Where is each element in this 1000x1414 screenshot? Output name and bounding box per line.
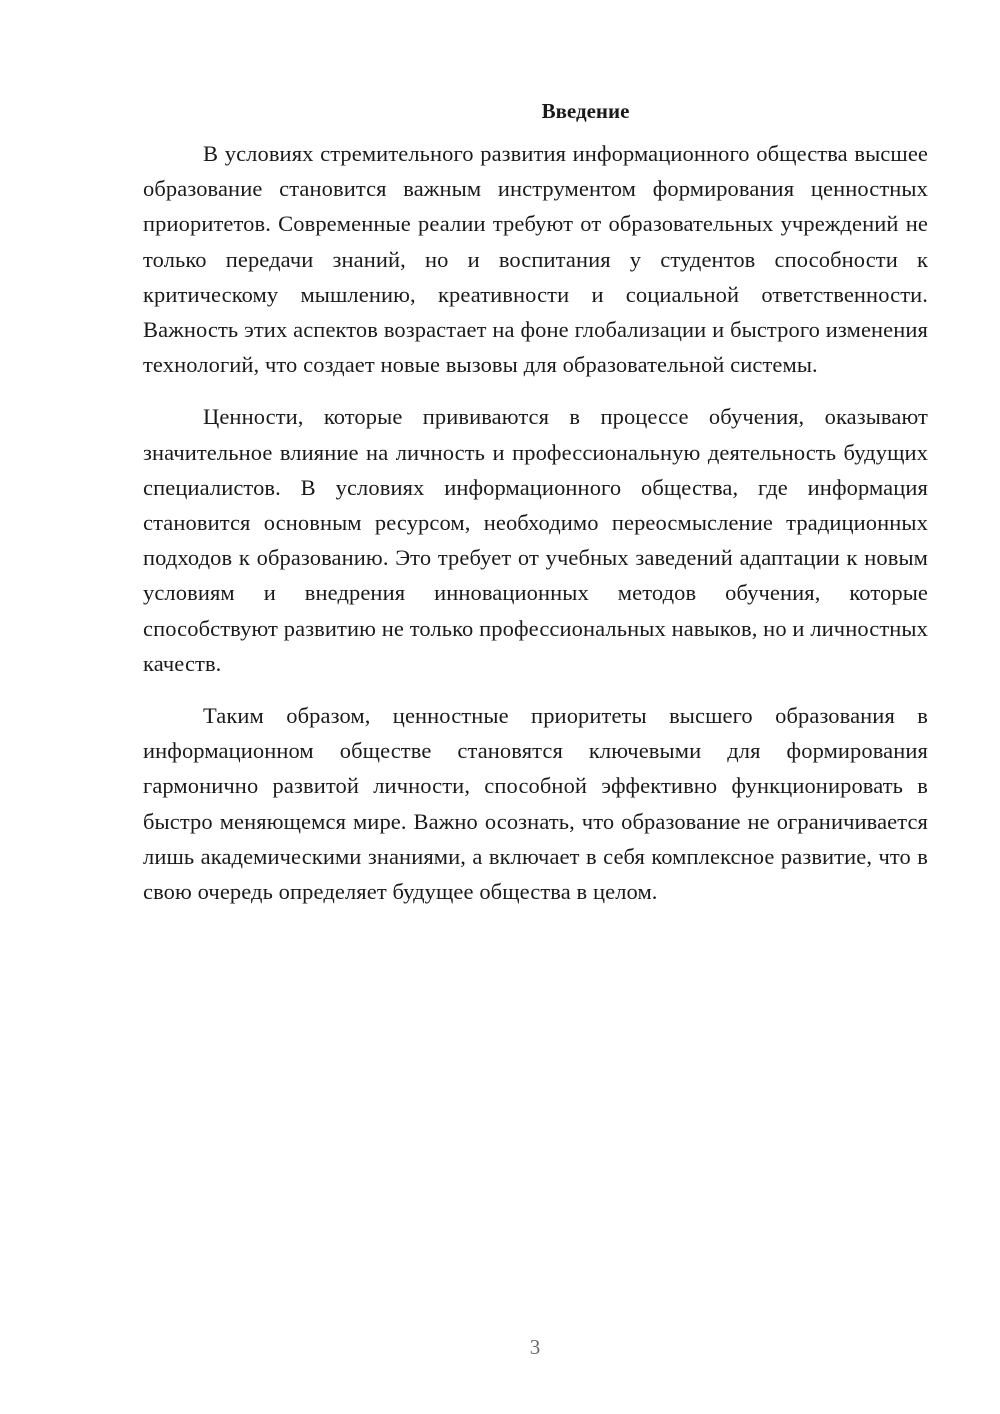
page-content [143,96,928,926]
section-heading: Введение [541,99,630,123]
paragraph-1: В условиях стремительного развития информационного общества высшее образование становится важным инструментом формирования ценностных приоритетов. Современные реалии требуют от образовательных учреждений не только передачи знаний, но и воспитания у студентов способности к критическому мышлению, креативности и социальной ответственности. Важность этих аспектов возрастает на фоне глобализации и быстрого изменения технологий, что создает новые вызовы для образовательной системы. [143,141,928,378]
paragraph-2: Ценности, которые прививаются в процессе обучения, оказывают значительное влияние на личность и профессиональную деятельность будущих специалистов. В условиях информационного общества, где информация становится основным ресурсом, необходимо переосмысление традиционных подходов к образованию. Это требует от учебных заведений адаптации к новым условиям и внедрения инновационных методов обучения, которые способствуют развитию не только профессиональных навыков, но и личностных качеств. [143,404,928,676]
page-number: 3 [529,1335,541,1359]
paragraph-3: Таким образом, ценностные приоритеты высшего образования в информационном обществе становятся ключевыми для формирования гармонично развитой личности, способной эффективно функционировать в быстро меняющемся мире. Важно осознать, что образование не ограничивается лишь академическими знаниями, а включает в себя комплексное развитие, что в свою очередь определяет будущее общества в целом. [143,703,928,905]
